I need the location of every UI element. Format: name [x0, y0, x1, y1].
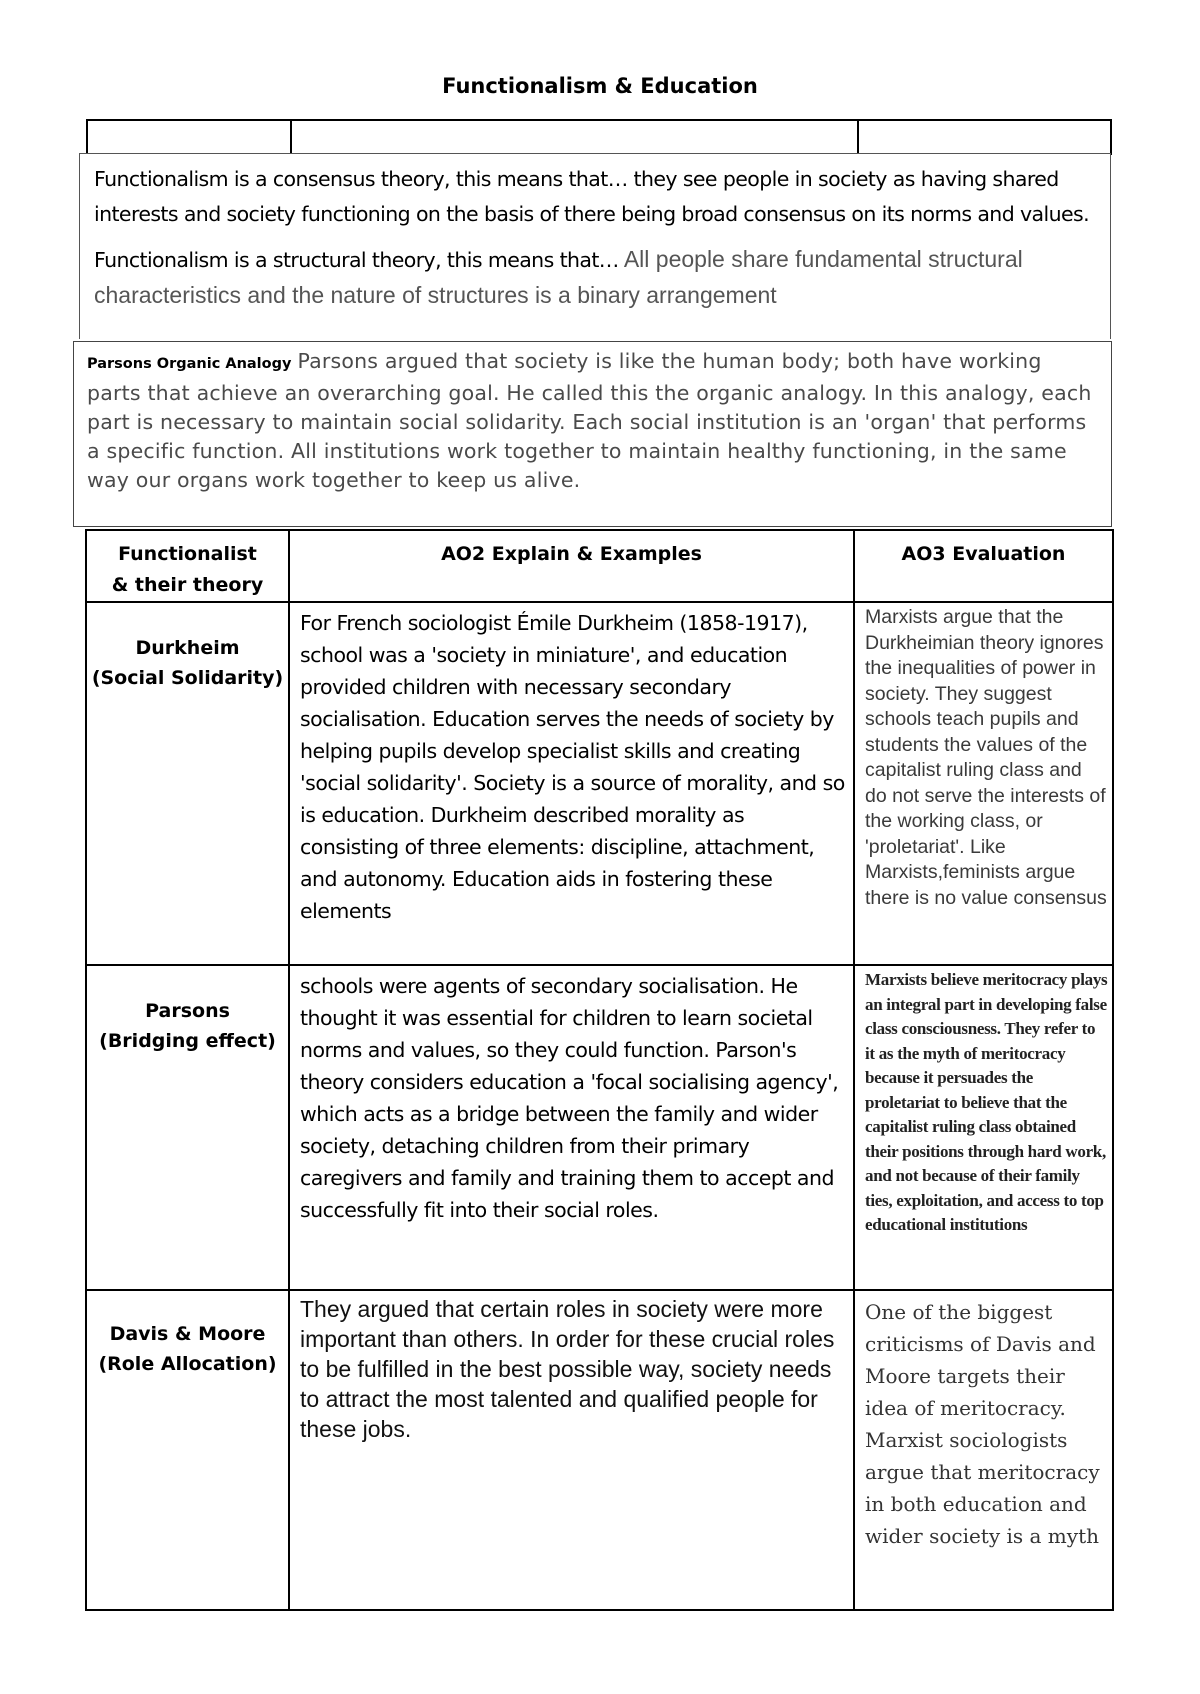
structural-body: All people share fundamental structural characteristics and the nature of structures is a binary arrangement	[94, 246, 1023, 308]
empty-header-table	[86, 119, 1112, 155]
organic-analogy-textbox	[73, 341, 1112, 527]
functionalist-name: Parsons	[145, 1000, 230, 1022]
ao3-cell: Marxists argue that the Durkheimian theory ignores the inequalities of power in society. They suggest schools teach pupils and students the values of the capitalist ruling class and do not serve the interests of the working class, or 'proletariat'. Like Marxists,feminists argue there is no value consensus	[854, 602, 1113, 965]
empty-cell	[87, 120, 291, 154]
functionalist-theory: (Role Allocation)	[98, 1353, 277, 1375]
structural-prefix: Functionalism is a structural theory, this means that…	[94, 248, 619, 272]
header-ao3: AO3 Evaluation	[854, 530, 1113, 602]
table-row	[86, 965, 1113, 1290]
ao3-cell: Marxists believe meritocracy plays an integral part in developing false class consciousness. They refer to it as the myth of meritocracy because it persuades the proletariat to believe that the capitalist ruling class obtained their positions through hard work, and not because of their family ties, exploitation, and access to top educational institutions	[854, 965, 1113, 1290]
functionalist-name: Davis & Moore	[109, 1323, 266, 1345]
table-row	[86, 1290, 1113, 1610]
functionalist-cell	[86, 602, 289, 965]
consensus-definition: Functionalism is a consensus theory, this means that… they see people in society as having shared interests and society functioning on the basis of there being broad consensus on its norms and values.	[94, 167, 1090, 226]
functionalist-name: Durkheim	[135, 637, 240, 659]
functionalist-cell	[86, 965, 289, 1290]
table-header-row	[86, 530, 1113, 602]
organic-analogy-text: Parsons argued that society is like the human body; both have working parts that achieve an overarching goal. He called this the organic analogy. In this analogy, each part is necessary to maintain social solidarity. Each social institution is an 'organ' that performs a specific function. All institutions work together to maintain healthy functioning, in the same way our organs work together to keep us alive.	[87, 349, 1092, 492]
functionalists-table	[85, 529, 1114, 1611]
ao2-cell: For French sociologist Émile Durkheim (1858-1917), school was a 'society in miniature', and education provided children with necessary secondary socialisation. Education serves the needs of society by helping pupils develop specialist skills and creating 'social solidarity'. Society is a source of morality, and so is education. Durkheim described morality as consisting of three elements: discipline, attachment, and autonomy. Education aids in fostering these elements	[289, 602, 854, 965]
structural-definition	[94, 242, 1098, 314]
ao2-cell: They argued that certain roles in society were more important than others. In order for these crucial roles to be fulfilled in the best possible way, society needs to attract the most talented and qualified people for these jobs.	[289, 1290, 854, 1610]
ao3-cell: One of the biggest criticisms of Davis and Moore targets their idea of meritocracy. Marxist sociologists argue that meritocracy in both education and wider society is a myth	[854, 1290, 1113, 1610]
empty-cell	[291, 120, 858, 154]
functionalist-theory: (Social Solidarity)	[91, 667, 284, 689]
page-title: Functionalism & Education	[442, 74, 758, 98]
header-functionalist: Functionalist & their theory	[86, 530, 289, 602]
functionalist-cell	[86, 1290, 289, 1610]
empty-cell	[858, 120, 1111, 154]
intro-textbox	[79, 153, 1111, 339]
header-ao2: AO2 Explain & Examples	[289, 530, 854, 602]
table-row	[86, 602, 1113, 965]
ao2-cell: schools were agents of secondary socialisation. He thought it was essential for children to learn societal norms and values, so they could function. Parson's theory considers education a 'focal socialising agency', which acts as a bridge between the family and wider society, detaching children from their primary caregivers and family and training them to accept and successfully fit into their social roles.	[289, 965, 854, 1290]
functionalist-theory: (Bridging effect)	[99, 1030, 276, 1052]
organic-analogy-label: Parsons Organic Analogy	[87, 356, 292, 372]
